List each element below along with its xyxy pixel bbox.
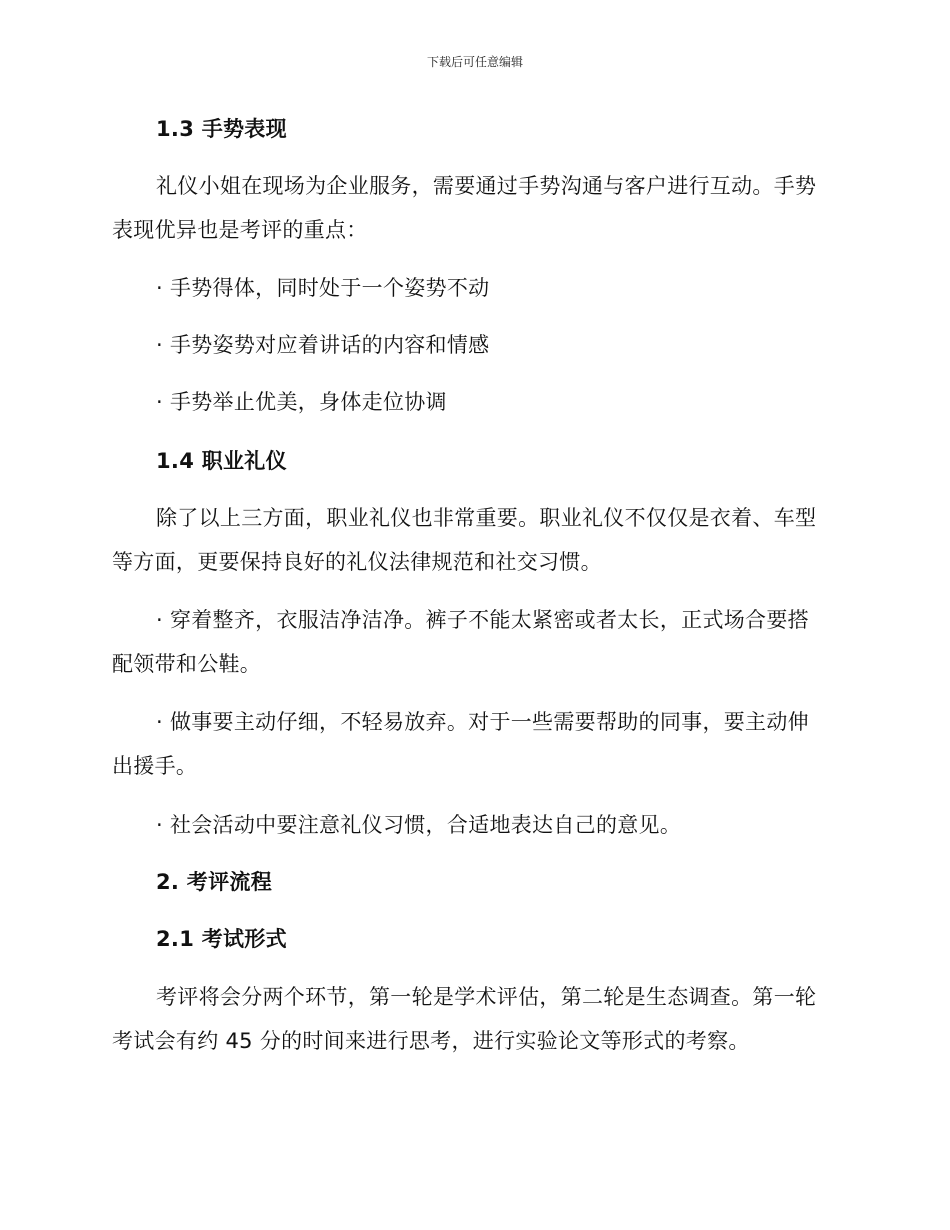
bullet-item: · 穿着整齐，衣服洁净洁净。裤子不能太紧密或者太长，正式场合要搭 (156, 608, 809, 632)
paragraph-line: 表现优异也是考评的重点： (112, 218, 368, 242)
bullet-item: · 社会活动中要注意礼仪习惯，合适地表达自己的意见。 (156, 813, 682, 837)
paragraph-line: 考评将会分两个环节，第一轮是学术评估，第二轮是生态调查。第一轮 (156, 985, 817, 1009)
section-heading-2: 2. 考评流程 (156, 870, 272, 894)
paragraph-line: 除了以上三方面，职业礼仪也非常重要。职业礼仪不仅仅是衣着、车型 (156, 506, 817, 530)
bullet-item: · 手势举止优美，身体走位协调 (156, 390, 447, 414)
paragraph-line: 等方面，更要保持良好的礼仪法律规范和社交习惯。 (112, 550, 602, 574)
bullet-item-continued: 配领带和公鞋。 (112, 652, 262, 676)
bullet-item-continued: 出援手。 (112, 754, 198, 778)
section-heading-2-1: 2.1 考试形式 (156, 927, 287, 951)
paragraph-line: 礼仪小姐在现场为企业服务，需要通过手势沟通与客户进行互动。手势 (156, 174, 817, 198)
page-header-note: 下载后可任意编辑 (426, 55, 523, 69)
section-heading-1-3: 1.3 手势表现 (156, 117, 287, 141)
section-heading-1-4: 1.4 职业礼仪 (156, 449, 287, 473)
bullet-item: · 手势姿势对应着讲话的内容和情感 (156, 333, 490, 357)
bullet-item: · 手势得体，同时处于一个姿势不动 (156, 276, 490, 300)
paragraph-line: 考试会有约 45 分的时间来进行思考，进行实验论文等形式的考察。 (112, 1029, 750, 1053)
bullet-item: · 做事要主动仔细，不轻易放弃。对于一些需要帮助的同事，要主动伸 (156, 710, 809, 734)
